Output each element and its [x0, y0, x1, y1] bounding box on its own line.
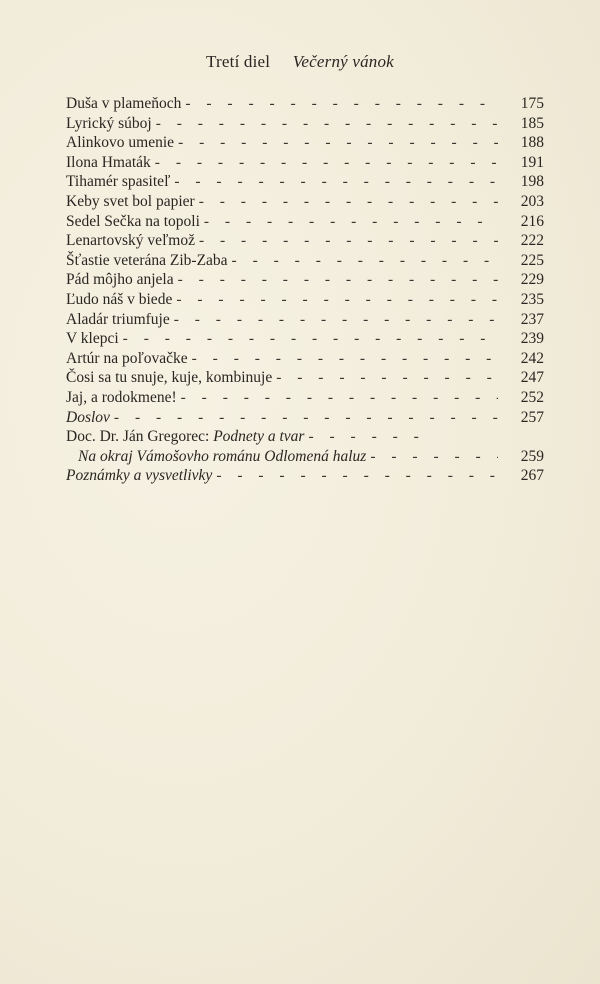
toc-entry-title: Poznámky a vysvetlivky — [66, 467, 213, 485]
page-header — [0, 52, 600, 72]
toc-entry — [66, 94, 544, 114]
leader-dots — [216, 466, 498, 486]
toc-entry-title: Sedel Sečka na topoli — [66, 212, 200, 230]
toc-entry — [66, 114, 544, 134]
toc-entry — [66, 349, 544, 369]
toc-entry — [66, 290, 544, 310]
toc-entry-title: Tihamér spasiteľ — [66, 173, 171, 191]
leader-dots — [199, 192, 498, 212]
toc-entry-title: V klepci — [66, 330, 119, 348]
toc-entry-title — [66, 427, 308, 447]
toc-entry — [66, 251, 544, 271]
leader-dots — [232, 251, 498, 271]
toc-entry-page: 257 — [520, 408, 544, 426]
toc-entry — [66, 388, 544, 408]
toc-entry-page: 237 — [520, 310, 544, 328]
toc-entry-title: Lenartovský veľmož — [66, 232, 195, 250]
toc-entry-page: 188 — [520, 134, 544, 152]
toc-entry — [66, 172, 544, 192]
toc-entry-page: 225 — [520, 251, 544, 269]
toc-entry — [66, 231, 544, 251]
toc-entry-page: 247 — [520, 369, 544, 387]
toc-entry — [66, 368, 544, 388]
leader-dots — [185, 94, 498, 114]
toc-entry-title: Duša v plameňoch — [66, 95, 182, 112]
part-title: Večerný vánok — [292, 52, 394, 71]
leader-dots — [178, 133, 498, 153]
toc-entry-page: 203 — [520, 192, 544, 210]
toc-entry-page: 222 — [520, 232, 544, 250]
toc-entry — [66, 270, 544, 290]
leader-dots — [155, 153, 498, 173]
toc-entry-author: Doc. Dr. Ján Gregorec: — [66, 428, 214, 446]
toc-entry-title-italic: Podnety a tvar — [213, 428, 305, 446]
leader-dots — [276, 368, 498, 388]
toc-entry-page: 242 — [520, 349, 544, 367]
toc-entry-title: Alinkovo umenie — [66, 134, 175, 152]
toc-entry-page: 252 — [520, 388, 544, 406]
leader-dots — [192, 349, 498, 369]
part-label: Tretí diel — [206, 52, 271, 71]
toc-entry — [66, 466, 544, 486]
toc-entry-title: Pád môjho anjela — [66, 271, 174, 289]
toc-entry-page: 235 — [520, 290, 544, 308]
leader-dots — [114, 408, 498, 428]
toc-entry-title: Šťastie veterána Zib-Zaba — [66, 251, 228, 269]
leader-dots — [156, 114, 498, 134]
toc-entry-title: Na okraj Vámošovho románu Odlomená haluz — [78, 447, 367, 465]
toc-entry — [66, 427, 544, 447]
toc-entry — [66, 153, 544, 173]
leader-dots — [181, 388, 498, 408]
toc-entry — [66, 212, 544, 232]
table-of-contents — [66, 94, 544, 486]
leader-dots — [199, 231, 498, 251]
toc-entry-page: 185 — [520, 114, 544, 132]
toc-entry — [66, 310, 544, 330]
leader-dots — [174, 172, 498, 192]
leader-dots — [176, 290, 498, 310]
toc-entry-title: Artúr na poľovačke — [66, 349, 188, 367]
toc-entry-title: Čosi sa tu snuje, kuje, kombinuje — [66, 369, 273, 387]
toc-entry-page: 259 — [520, 447, 544, 465]
leader-dots — [123, 329, 498, 349]
toc-entry-title: Ľudo náš v biede — [66, 290, 173, 308]
toc-entry-page: 216 — [520, 212, 544, 230]
leader-dots — [308, 427, 428, 447]
toc-entry-title: Ilona Hmaták — [66, 153, 151, 171]
leader-dots — [204, 212, 498, 232]
toc-entry — [66, 133, 544, 153]
toc-entry-title: Doslov — [66, 408, 110, 426]
leader-dots — [174, 310, 498, 330]
toc-entry-page: 191 — [520, 153, 544, 171]
toc-entry-page: 175 — [520, 95, 544, 112]
toc-entry-title: Lyrický súboj — [66, 114, 152, 132]
leader-dots — [370, 447, 498, 467]
toc-entry-page: 229 — [520, 271, 544, 289]
toc-entry-page: 198 — [520, 173, 544, 191]
toc-entry — [66, 329, 544, 349]
toc-entry-page: 267 — [520, 467, 544, 485]
toc-entry-title: Keby svet bol papier — [66, 192, 195, 210]
toc-entry-title: Aladár triumfuje — [66, 310, 170, 328]
toc-entry — [66, 447, 544, 467]
toc-entry-title: Jaj, a rodokmene! — [66, 388, 177, 406]
toc-entry — [66, 192, 544, 212]
toc-entry-page: 239 — [520, 330, 544, 348]
toc-entry — [66, 408, 544, 428]
leader-dots — [178, 270, 498, 290]
